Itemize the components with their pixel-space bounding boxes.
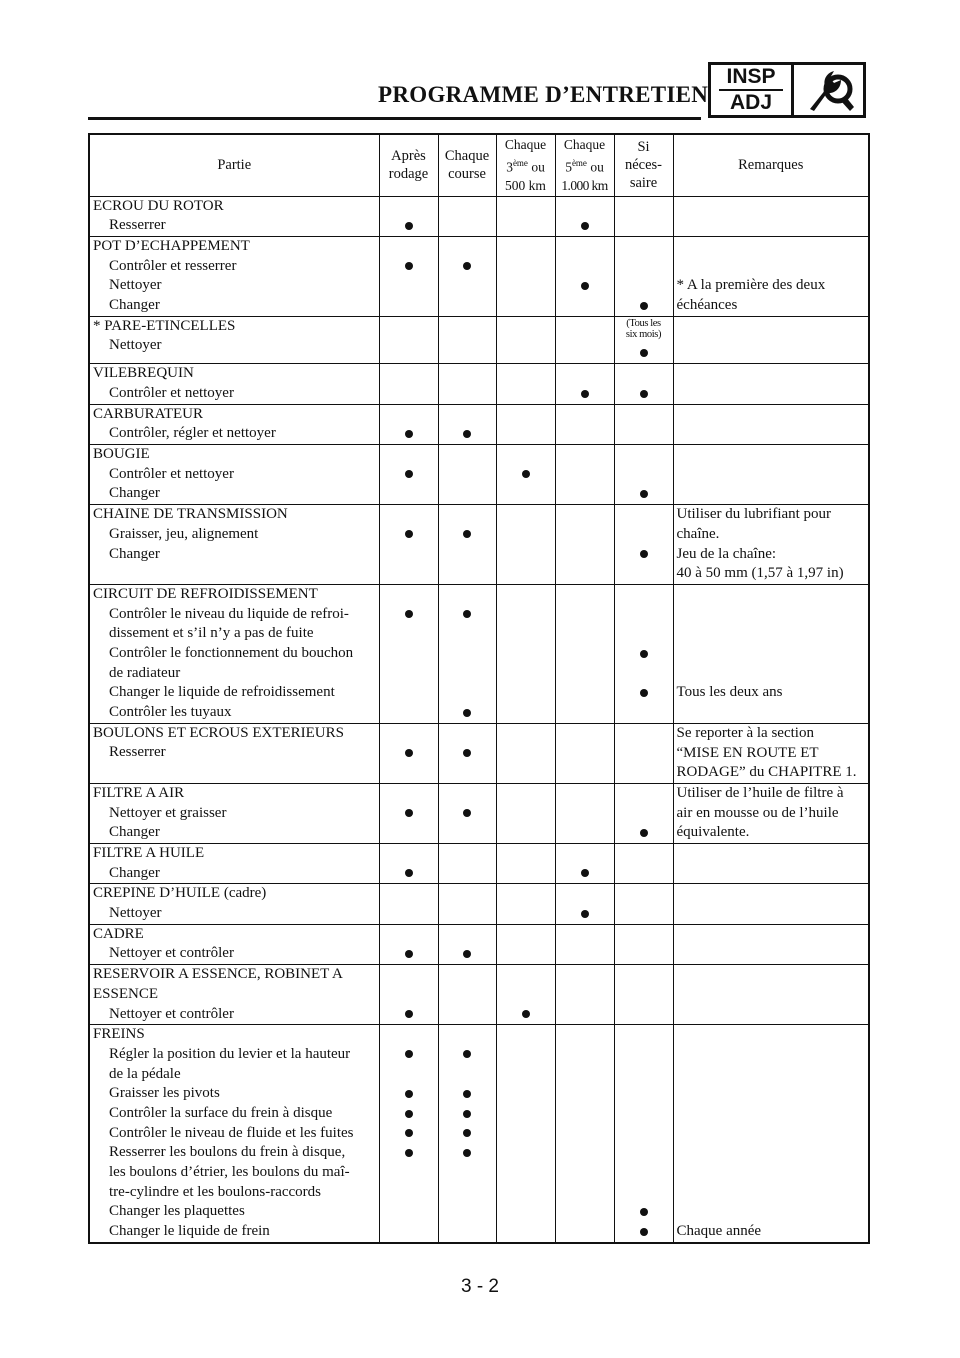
mark-cell-each-race <box>438 924 496 964</box>
part-cell <box>89 316 379 364</box>
part-task: Régler la position du levier et la hauteur <box>109 1045 351 1062</box>
page-title: PROGRAMME D’ENTRETIEN <box>378 82 709 107</box>
mark-cell-each-race <box>438 505 496 585</box>
table-row <box>89 196 869 236</box>
remark-line: équivalente. <box>676 824 750 841</box>
mark-cell-every-third <box>496 965 555 1025</box>
mark-cell-after-breakin <box>379 445 438 505</box>
mark-cell-each-race <box>438 584 496 723</box>
check-dot-icon <box>463 430 471 438</box>
check-dot-icon <box>640 1208 648 1216</box>
mark-cell-after-breakin <box>379 924 438 964</box>
part-task: Resserrer <box>109 217 166 234</box>
mark-cell-every-fifth <box>555 965 614 1025</box>
part-task: Nettoyer et graisser <box>109 804 227 821</box>
check-dot-icon <box>581 282 589 290</box>
part-task: Graisser les pivots <box>109 1085 220 1102</box>
mark-cell-each-race <box>438 445 496 505</box>
remark-line: Utiliser de l’huile de filtre à <box>676 784 844 801</box>
remarks-cell <box>673 965 869 1025</box>
mark-cell-after-breakin <box>379 783 438 843</box>
mark-cell-after-breakin <box>379 884 438 924</box>
remark-line <box>677 1143 869 1163</box>
part-task: Changer <box>109 545 160 562</box>
mark-cell-each-race <box>438 965 496 1025</box>
check-dot-icon <box>581 910 589 918</box>
part-cell <box>89 505 379 585</box>
remark-line: “MISE EN ROUTE ET <box>676 744 819 761</box>
part-task: Contrôler, régler et nettoyer <box>109 425 276 442</box>
remark-line <box>677 703 869 723</box>
remark-line <box>677 664 869 684</box>
table-row <box>89 364 869 404</box>
mark-cell-after-breakin <box>379 844 438 884</box>
check-dot-icon <box>405 262 413 270</box>
check-dot-icon <box>405 1129 413 1137</box>
check-dot-icon <box>640 689 648 697</box>
part-heading: FREINS <box>93 1026 145 1043</box>
mark-cell-after-breakin <box>379 584 438 723</box>
remark-line <box>677 1183 869 1203</box>
mark-cell-as-needed <box>614 505 673 585</box>
part-task: Contrôler et nettoyer <box>109 385 234 402</box>
part-task: Contrôler le niveau du liquide de refroi- <box>109 605 349 622</box>
mark-cell-as-needed <box>614 196 673 236</box>
part-task: Changer <box>109 485 160 502</box>
badge-bottom-text: ADJ <box>729 91 772 114</box>
remark-line <box>677 1124 869 1144</box>
check-dot-icon <box>405 869 413 877</box>
check-dot-icon <box>463 1129 471 1137</box>
part-task: Contrôler et nettoyer <box>109 465 234 482</box>
remark-line <box>677 1202 869 1222</box>
remarks-cell <box>673 783 869 843</box>
interval-note: six mois) <box>625 328 662 340</box>
mark-cell-every-third <box>496 584 555 723</box>
remarks-cell <box>673 584 869 723</box>
table-row <box>89 236 869 316</box>
remark-line <box>677 1025 869 1045</box>
remark-line <box>677 1045 869 1065</box>
mark-cell-after-breakin <box>379 316 438 364</box>
part-task: tre-cylindre et les boulons-raccords <box>109 1183 321 1200</box>
check-dot-icon <box>522 1010 530 1018</box>
check-dot-icon <box>581 222 589 230</box>
mark-cell-every-fifth <box>555 844 614 884</box>
remark-line: chaîne. <box>676 525 720 542</box>
wrench-magnifier-icon <box>794 65 863 115</box>
part-task: de la pédale <box>109 1065 181 1082</box>
mark-cell-every-fifth <box>555 316 614 364</box>
check-dot-icon <box>463 1050 471 1058</box>
part-heading: CREPINE D’HUILE (cadre) <box>93 885 267 902</box>
part-task <box>93 564 379 584</box>
part-task: Changer le liquide de refroidissement <box>109 684 335 701</box>
check-dot-icon <box>405 1010 413 1018</box>
mark-cell-each-race <box>438 316 496 364</box>
part-heading: VILEBREQUIN <box>93 365 194 382</box>
table-row <box>89 505 869 585</box>
mark-cell-after-breakin <box>379 723 438 783</box>
part-task: Nettoyer et contrôler <box>109 945 234 962</box>
part-task: Graisser, jeu, alignement <box>109 525 259 542</box>
mark-cell-each-race <box>438 196 496 236</box>
part-task: Contrôler les tuyaux <box>109 704 232 721</box>
mark-cell-every-third <box>496 924 555 964</box>
mark-cell-as-needed <box>614 236 673 316</box>
part-cell <box>89 236 379 316</box>
check-dot-icon <box>640 1228 648 1236</box>
mark-cell-every-fifth <box>555 364 614 404</box>
remark-line: Jeu de la chaîne: <box>676 545 777 562</box>
part-heading: RESERVOIR A ESSENCE, ROBINET A <box>93 966 343 983</box>
remarks-cell <box>673 404 869 444</box>
mark-cell-as-needed <box>614 884 673 924</box>
col-every-third: Chaque 3ème ou 500 km <box>496 134 555 196</box>
check-dot-icon <box>463 530 471 538</box>
mark-cell-as-needed <box>614 965 673 1025</box>
part-task: Resserrer les boulons du frein à disque, <box>109 1144 346 1161</box>
check-dot-icon <box>463 709 471 717</box>
mark-cell-as-needed <box>614 316 673 364</box>
mark-cell-every-third <box>496 505 555 585</box>
part-cell <box>89 965 379 1025</box>
mark-cell-every-third <box>496 723 555 783</box>
check-dot-icon <box>581 869 589 877</box>
part-task: Contrôler la surface du frein à disque <box>109 1104 333 1121</box>
part-heading: CHAINE DE TRANSMISSION <box>93 506 288 523</box>
mark-cell-each-race <box>438 364 496 404</box>
table-row <box>89 965 869 1025</box>
mark-cell-each-race <box>438 844 496 884</box>
table-row <box>89 404 869 444</box>
remarks-cell <box>673 1025 869 1243</box>
col-each-race: Chaque course <box>438 134 496 196</box>
remark-line: Chaque année <box>676 1223 762 1240</box>
check-dot-icon <box>640 550 648 558</box>
title-rule <box>88 117 701 120</box>
remark-line <box>677 237 869 257</box>
part-cell <box>89 884 379 924</box>
part-heading: BOUGIE <box>93 446 150 463</box>
mark-cell-every-third <box>496 364 555 404</box>
mark-cell-each-race <box>438 1025 496 1243</box>
mark-cell-after-breakin <box>379 196 438 236</box>
remark-line <box>677 644 869 664</box>
check-dot-icon <box>405 749 413 757</box>
mark-cell-every-third <box>496 844 555 884</box>
check-dot-icon <box>463 1090 471 1098</box>
remark-line <box>677 1104 869 1124</box>
mark-cell-after-breakin <box>379 1025 438 1243</box>
part-heading: CADRE <box>93 925 144 942</box>
part-heading: * PARE-ETINCELLES <box>93 317 236 334</box>
mark-cell-every-fifth <box>555 445 614 505</box>
mark-cell-every-fifth <box>555 584 614 723</box>
remark-line: Se reporter à la section <box>676 724 814 741</box>
mark-cell-every-third <box>496 236 555 316</box>
check-dot-icon <box>405 1090 413 1098</box>
mark-cell-every-third <box>496 316 555 364</box>
part-cell <box>89 196 379 236</box>
part-cell <box>89 584 379 723</box>
check-dot-icon <box>640 490 648 498</box>
remarks-cell <box>673 364 869 404</box>
table-row <box>89 783 869 843</box>
table-row <box>89 1025 869 1243</box>
table-row <box>89 316 869 364</box>
part-cell <box>89 445 379 505</box>
table-row <box>89 723 869 783</box>
mark-cell-every-third <box>496 404 555 444</box>
part-cell <box>89 404 379 444</box>
check-dot-icon <box>405 222 413 230</box>
mark-cell-as-needed <box>614 364 673 404</box>
mark-cell-each-race <box>438 236 496 316</box>
remarks-cell <box>673 196 869 236</box>
part-cell <box>89 723 379 783</box>
part-heading: FILTRE A HUILE <box>93 845 205 862</box>
remark-line: 40 à 50 mm (1,57 à 1,97 in) <box>676 565 844 582</box>
col-part: Partie <box>89 134 379 196</box>
remarks-cell <box>673 505 869 585</box>
mark-cell-as-needed <box>614 844 673 884</box>
mark-cell-every-third <box>496 1025 555 1243</box>
section-badge <box>708 62 866 118</box>
part-heading: ECROU DU ROTOR <box>93 197 224 214</box>
check-dot-icon <box>405 530 413 538</box>
check-dot-icon <box>640 390 648 398</box>
mark-cell-every-fifth <box>555 884 614 924</box>
check-dot-icon <box>463 1110 471 1118</box>
remarks-cell <box>673 236 869 316</box>
check-dot-icon <box>405 809 413 817</box>
table-row <box>89 844 869 884</box>
part-task: les boulons d’étrier, les boulons du maî- <box>109 1164 350 1181</box>
remark-line <box>677 1084 869 1104</box>
check-dot-icon <box>405 950 413 958</box>
check-dot-icon <box>405 610 413 618</box>
mark-cell-every-fifth <box>555 196 614 236</box>
part-task: dissement et s’il n’y a pas de fuite <box>109 625 314 642</box>
part-heading: ESSENCE <box>93 985 159 1002</box>
check-dot-icon <box>463 749 471 757</box>
mark-cell-every-fifth <box>555 723 614 783</box>
check-dot-icon <box>405 430 413 438</box>
remarks-cell <box>673 844 869 884</box>
part-task: Contrôler le niveau de fluide et les fuites <box>109 1124 354 1141</box>
remarks-cell <box>673 884 869 924</box>
check-dot-icon <box>463 809 471 817</box>
check-dot-icon <box>463 1149 471 1157</box>
part-cell <box>89 1025 379 1243</box>
mark-cell-each-race <box>438 884 496 924</box>
mark-cell-as-needed <box>614 783 673 843</box>
mark-cell-as-needed <box>614 924 673 964</box>
check-dot-icon <box>640 349 648 357</box>
part-task <box>93 763 379 783</box>
table-row <box>89 924 869 964</box>
mark-cell-every-fifth <box>555 236 614 316</box>
part-task: Nettoyer <box>109 905 162 922</box>
mark-cell-after-breakin <box>379 505 438 585</box>
part-task: Nettoyer <box>109 337 162 354</box>
remark-line: RODAGE” du CHAPITRE 1. <box>676 764 857 781</box>
part-task: Changer <box>109 296 160 313</box>
remark-line: échéances <box>676 296 738 313</box>
remarks-cell <box>673 445 869 505</box>
mark-cell-every-third <box>496 196 555 236</box>
part-heading: CIRCUIT DE REFROIDISSEMENT <box>93 585 318 602</box>
part-heading: FILTRE A AIR <box>93 784 185 801</box>
part-task: Contrôler le fonctionnement du bouchon <box>109 645 354 662</box>
remark-line <box>677 257 869 277</box>
mark-cell-every-fifth <box>555 783 614 843</box>
mark-cell-every-fifth <box>555 924 614 964</box>
check-dot-icon <box>463 610 471 618</box>
remark-line <box>677 624 869 644</box>
mark-cell-every-third <box>496 783 555 843</box>
col-every-fifth: Chaque 5ème ou 1.000 km <box>555 134 614 196</box>
mark-cell-as-needed <box>614 445 673 505</box>
remark-line: Utiliser du lubrifiant pour <box>676 506 832 523</box>
check-dot-icon <box>405 1050 413 1058</box>
col-remarks: Remarques <box>673 134 869 196</box>
part-task: Changer <box>109 824 160 841</box>
interval-note: (Tous les <box>626 317 661 329</box>
badge-top-text: INSP <box>726 65 776 88</box>
mark-cell-each-race <box>438 404 496 444</box>
remark-line: * A la première des deux <box>676 277 826 294</box>
table-row <box>89 445 869 505</box>
mark-cell-every-fifth <box>555 505 614 585</box>
remark-line <box>677 1065 869 1085</box>
table-row <box>89 584 869 723</box>
mark-cell-as-needed <box>614 584 673 723</box>
part-heading: CARBURATEUR <box>93 405 204 422</box>
part-heading: BOULONS ET ECROUS EXTERIEURS <box>93 724 344 741</box>
part-task: Contrôler et resserrer <box>109 257 237 274</box>
part-task: Changer <box>109 864 160 881</box>
maintenance-table <box>88 133 870 1244</box>
part-task: Resserrer <box>109 744 166 761</box>
check-dot-icon <box>640 302 648 310</box>
check-dot-icon <box>463 262 471 270</box>
part-task: Changer le liquide de frein <box>109 1223 270 1240</box>
part-task: de radiateur <box>109 664 181 681</box>
remark-line: air en mousse ou de l’huile <box>676 804 839 821</box>
check-dot-icon <box>640 829 648 837</box>
mark-cell-as-needed <box>614 723 673 783</box>
mark-cell-every-third <box>496 884 555 924</box>
part-task: Nettoyer <box>109 277 162 294</box>
check-dot-icon <box>405 1110 413 1118</box>
part-heading: POT D’ECHAPPEMENT <box>93 237 250 254</box>
remarks-cell <box>673 723 869 783</box>
mark-cell-as-needed <box>614 1025 673 1243</box>
check-dot-icon <box>522 470 530 478</box>
mark-cell-every-fifth <box>555 404 614 444</box>
check-dot-icon <box>640 650 648 658</box>
check-dot-icon <box>463 950 471 958</box>
col-after-breakin: Après rodage <box>379 134 438 196</box>
mark-cell-after-breakin <box>379 236 438 316</box>
remarks-cell <box>673 924 869 964</box>
col-as-needed: Si néces- saire <box>614 134 673 196</box>
check-dot-icon <box>581 390 589 398</box>
check-dot-icon <box>405 1149 413 1157</box>
mark-cell-every-third <box>496 445 555 505</box>
table-header-row <box>89 134 869 196</box>
part-cell <box>89 364 379 404</box>
remark-line <box>677 605 869 625</box>
table-row <box>89 884 869 924</box>
check-dot-icon <box>405 470 413 478</box>
mark-cell-after-breakin <box>379 965 438 1025</box>
mark-cell-after-breakin <box>379 364 438 404</box>
part-cell <box>89 924 379 964</box>
part-cell <box>89 783 379 843</box>
mark-cell-every-fifth <box>555 1025 614 1243</box>
mark-cell-each-race <box>438 723 496 783</box>
badge-label <box>711 65 794 115</box>
remarks-cell <box>673 316 869 364</box>
part-cell <box>89 844 379 884</box>
remark-line <box>677 1163 869 1183</box>
mark-cell-after-breakin <box>379 404 438 444</box>
page-number: 3 - 2 <box>460 1276 500 1297</box>
mark-cell-as-needed <box>614 404 673 444</box>
remark-line: Tous les deux ans <box>676 684 783 701</box>
part-task: Nettoyer et contrôler <box>109 1005 234 1022</box>
remark-line <box>677 585 869 605</box>
part-task: Changer les plaquettes <box>109 1203 245 1220</box>
mark-cell-each-race <box>438 783 496 843</box>
